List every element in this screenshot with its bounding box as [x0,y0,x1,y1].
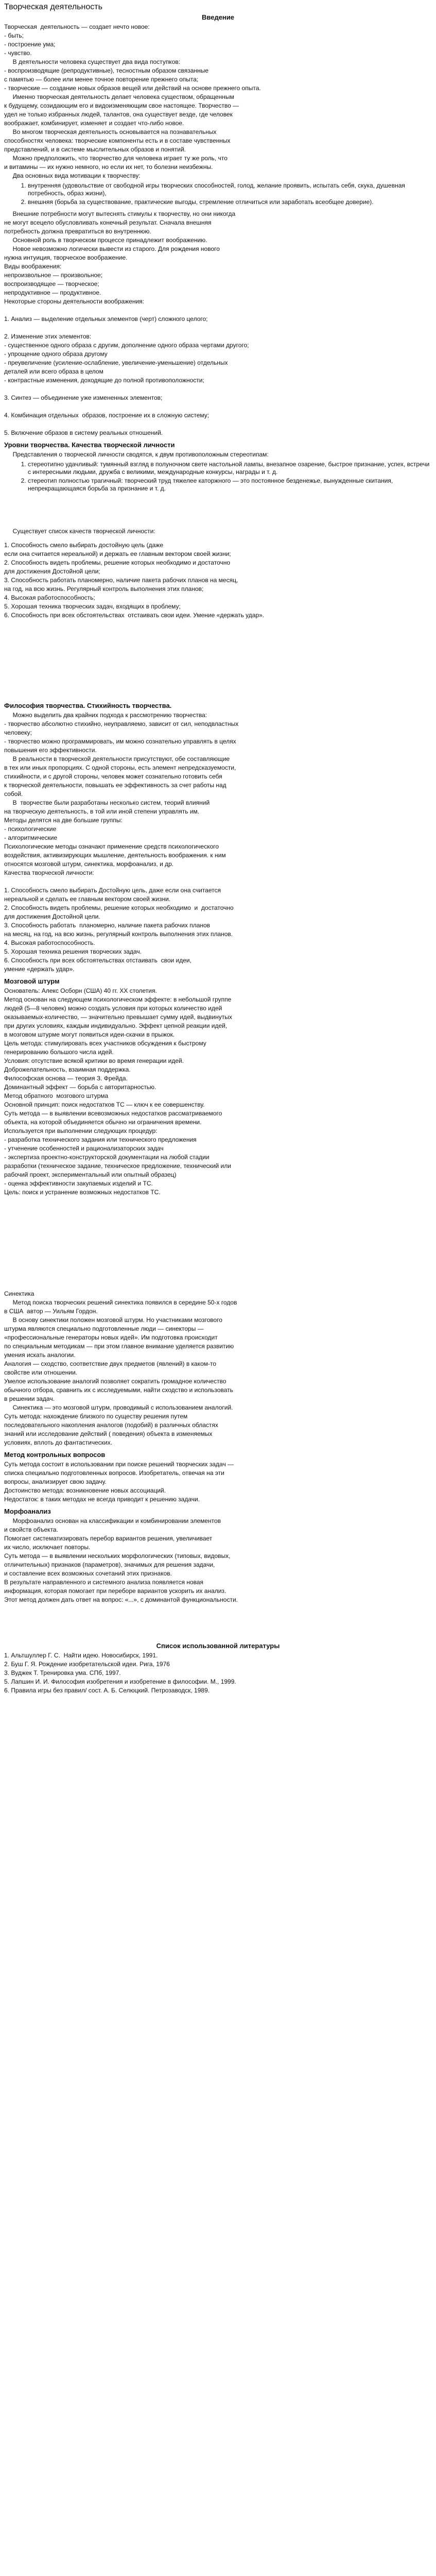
reference-item: 6. Правила игры без правил/ сост. А. Б. Селюцкий. Петрозаводск, 1989. [4,1687,210,1694]
text-line: Суть метода состоит в использовании при поиске решений творческих задач — [4,1461,234,1468]
text-line: Доброжелательность, взаимная поддержка. [4,1066,131,1073]
text-line: Метод основан на следующем психологическом эффекте: в небольшой группе [4,996,232,1003]
brainstorm-body [4,987,432,1196]
reference-item: 5. Лапшин И. И. Философия изобретения и изобретение в философии. М., 1999. [4,1678,236,1685]
text-line: Основатель: Алекс Осборн (США) 40 гг. XX столетия. [4,987,157,994]
text-line: Условия: отсутствие всякой критики во время генерации идей. [4,1057,184,1064]
text-line: свойстве или отношении. [4,1369,77,1376]
qualities-title: Существует список качеств творческой личности: [4,528,155,535]
text-line: не могут всецело обусловливать конечный результат. Сначала внешняя [4,219,212,226]
list-item: 3. Способность работать планомерно, наличие пакета рабочих планов на месяц, [4,577,238,584]
text-line: к творческой деятельности, повышать ее эффективность за счет работы над [4,782,226,789]
text-line: и составление всех возможных сочетаний этих признаков. [4,1570,172,1577]
text-line: - преувеличение (усиление-ослабление, увеличение-уменьшение) отдельных [4,359,228,366]
text-line: - творчество абсолютно стихийно, неуправляемо, зависит от сил, неподвластных [4,720,239,727]
text-line [4,420,432,428]
text-line: удел не только избранных людей, талантов, она существует везде, где человек [4,111,233,118]
intro-title: Введение [202,13,234,21]
text-line: в тех или иных пропорциях. С одной стороны, есть элемент непредсказуемости, [4,764,236,771]
text-line: Умелое использование аналогий позволяет сократить громадное количество [4,1378,226,1385]
morph-body [4,1517,432,1604]
text-line: - быть; [4,32,24,39]
list-item: 4. Высокая работоспособность; [4,594,95,601]
text-line: - чувство. [4,49,32,57]
text-line: В реальности в творческой деятельности присутствуют, обе составляющие [4,755,230,762]
text-line [4,307,432,314]
text-line: Основной принцип: поиск недостатков ТС — ключ к ее совершенству. [4,1101,205,1108]
text-line: Качества творческой личности: [4,869,94,876]
text-line: Суть метода — в выявлении нескольких морфологических (типовых, видовых, [4,1552,231,1560]
brainstorm-title: Мозговой штурм [4,977,60,985]
text-line: потребность должна превратиться во внутреннюю. [4,228,151,235]
text-line: Можно выделить два крайних подхода к рассмотрению творчества: [4,711,207,719]
text-line: Виды воображения: [4,263,62,270]
text-line: стихийности, и с другой стороны, человек может сознательно готовить себя [4,773,222,780]
text-line: 2. Способность видеть проблемы, решение которых необходимо и достаточно [4,904,234,911]
text-line: - утченение особенностей и рационализаторских задач [4,1145,164,1152]
morph-title: Морфоанализ [4,1507,51,1515]
philosophy-body [4,711,432,973]
text-line: Метод поиска творческих решений синектика появился в середине 50-х годов [4,1299,237,1306]
list-item: на год, на всю жизнь. Регулярный контроль выполнения этих планов; [4,585,204,592]
list-item: 6. Способность при всех обстоятельствах отстаивать свои идеи. Умение «держать удар». [4,612,265,619]
text-line: 3. Синтез — объединение уже измененных элементов; [4,394,163,401]
motivation-list [4,182,432,206]
text-line: Аналогия — сходство, соответствие двух предметов (явлений) в каком-то [4,1360,217,1367]
text-line: людей (5—8 человек) можно создать условия при которых количество идей [4,1005,222,1012]
text-line: Во многом творческая деятельность основывается на познавательных [4,128,217,135]
text-line: к будущему, созидающим его и видоизменяющим свое настоящее. Творчество — [4,102,239,109]
text-line: 5. Включение образов в систему реальных отношений. [4,429,163,436]
list-item: 1. Способность смело выбирать достойную цель (даже [4,541,164,549]
text-line: Недостаток: в таких методах не всегда приводит к решению задачи. [4,1496,200,1503]
text-line: «профессиональные генераторы новых идей». Им подготовка происходит [4,1334,218,1341]
text-line: отличительных) признаков (параметров), значимых для решения задачи, [4,1561,215,1568]
text-line: Психологические методы означают применение средств психологического [4,843,219,850]
text-line: Некоторые стороны деятельности воображения: [4,298,145,305]
text-line: 4. Высокая работоспособность. [4,939,95,946]
text-line: обычного отбора, сравнить их с исследуемыми, найти сходство и использовать [4,1386,233,1394]
text-line: - творчество можно программировать, им можно сознательно управлять в целях [4,738,236,745]
text-line: условиях, вплоть до фантастических. [4,1439,113,1446]
text-line: Синектика — это мозговой штурм, проводимый с использованием аналогий. [4,1404,233,1411]
text-line: вопросы, анализирует свою задачу. [4,1478,107,1485]
text-line: в мозговом штурме могут появиться идеи-скачки в прыжок. [4,1031,175,1038]
text-line: - оценка эффективности закупаемых изделий и ТС. [4,1180,153,1187]
text-line: - психологические [4,825,57,833]
text-line: - алгоритмические [4,834,58,841]
page-title: Творческая деятельность [4,3,102,11]
text-line: Цель: поиск и устранение возможных недостатков ТС. [4,1189,161,1196]
text-line: относятся мозговой штурм, синектика, морфоанализ, и др. [4,860,174,868]
text-line: списка специально подготовленных вопросов. Изобретатель, отвечая на эти [4,1469,224,1477]
text-line: штурма являются специально подготовленные люди — синекторы — [4,1325,204,1332]
list-item: 2. внешняя (борьба за существование, практические выгоды, стремление отличиться или заработать всеобщее доверие). [28,198,432,206]
text-line [4,324,432,332]
text-line: разработки (техническое задание, техническое предложение, технический или [4,1162,231,1170]
list-item: если она считается нереальной) и держать ее главным вектором своей жизни; [4,550,231,557]
text-line [4,385,432,393]
text-line: Этот метод должен дать ответ на вопрос: «...», с доминантой функциональности. [4,1596,238,1603]
intro-body [4,23,432,180]
text-line: В основу синектики положен мозговой штурм. Но участниками мозгового [4,1316,222,1324]
text-line: деталей или всего образа в целом [4,368,103,375]
text-line: нужна интуиция, творческое воображение. [4,254,128,261]
text-line: - существенное одного образа с другим, дополнение одного образа чертами другого; [4,342,249,349]
text-line [4,878,432,886]
text-line: В деятельности человека существует два вида поступков: [4,58,181,65]
text-line: для достижения Достойной цели. [4,913,100,920]
text-line: при других условиях, каждым индивидуально. Эффект цепной реакции идей, [4,1022,228,1029]
text-line: собой. [4,790,23,798]
text-line: нереальной и сделать ее главным вектором своей жизни. [4,895,171,903]
synectics-title: Синектика [4,1290,34,1297]
control-body [4,1461,432,1503]
text-line: Внешние потребности могут вытеснять стимулы к творчеству, но они никогда [4,210,236,217]
text-line [4,403,432,411]
text-line: рабочий проект, экспериментальный или опытный образец) [4,1171,177,1178]
text-line: повышения его эффективности. [4,747,97,754]
text-line: генерированию большого числа идей. [4,1048,114,1056]
reference-item: 1. Альтшуллер Г. С. Найти идею. Новосибирск, 1991. [4,1652,158,1659]
text-line: объекта, на которой объединяется обычно ни ограничения времени. [4,1118,202,1126]
levels-intro: Представления о творческой личности сводятся, к двум противоположным стереотипам: [4,451,269,458]
text-line: способностях человека: творческие компоненты есть и в составе чувственных [4,137,231,144]
text-line: знаний или исследование действий ( поведения) объекта в изменяемых [4,1430,213,1437]
text-line: 6. Способность при всех обстоятельствах отстаивать свои идеи, [4,957,191,964]
text-line: информация, которая помогает при переборе вариантов ускорить их анализ. [4,1587,226,1595]
text-line: 4. Комбинация отдельных образов, построение их в сложную систему; [4,412,210,419]
list-item: 2. Способность видеть проблемы, решение которых необходимо и достаточно [4,559,231,566]
text-line: - воспроизводящие (репродуктивные), тесностным образом связанные [4,67,209,74]
text-line: 2. Изменение этих элементов: [4,333,92,340]
control-title: Метод контрольных вопросов [4,1451,106,1459]
synectics-body [4,1299,432,1447]
text-line: - построение ума; [4,41,56,48]
text-line: Цель метода: стимулировать всех участников обсуждения к быстрому [4,1040,206,1047]
text-line: 1. Анализ — выделение отдельных элементов (черт) сложного целого; [4,315,208,323]
text-line: Достоинство метода: возникновение новых ассоциаций. [4,1487,166,1494]
text-line: - экспертиза проектно-конструкторской документации на любой стадии [4,1154,210,1161]
text-line: Морфоанализ основан на классификации и комбинировании элементов [4,1517,221,1524]
text-line: 5. Хорошая техника решения творческих задач. [4,948,142,955]
text-line: воображает, комбинирует, изменяет и создает что-либо новое. [4,120,184,127]
text-line: умения искать аналогии. [4,1351,76,1359]
text-line: оказываемых-количество, — значительно превышает сумму идей, выдвинутых [4,1013,232,1021]
text-line: умение «держать удар». [4,965,75,973]
text-line: и витамины — их нужно немного, но если их нет, то болезни неизбежны. [4,163,213,171]
text-line: 3. Способность работать планомерно, наличие пакета рабочих планов [4,922,211,929]
text-line: 1. Способность смело выбирать Достойную цель, даже если она считается [4,887,221,894]
text-line: воспроизводящее — творческое; [4,280,99,287]
text-line: Методы делятся на две большие группы: [4,817,123,824]
list-item: 1. стереотипно удачливый: тумянный взгляд в полуночном свете настольной лампы, внезапное озарение, быстрое признание, успех, встречи с интересными людьми, дружба с великими, международные конкурсы, награды и т. д. [28,461,432,476]
list-item: 2. стереотип полностью трагичный: творческий труд тяжелее каторжного — это постоянное безденежье, вынужденные скитания, непрекращающаяся борьба за признание и т. д. [28,477,432,493]
text-line: - творческие — создание новых образов вещей или действий на основе прежнего опыта. [4,84,261,92]
text-line: в США автор — Уильям Гордон. [4,1308,98,1315]
text-line: - контрастные изменения, доходящие до полной противоположности; [4,377,204,384]
text-line: Метод обратного мозгового штурма [4,1092,109,1099]
qualities-list [4,541,432,619]
text-line: Творческая деятельность — создает нечто новое: [4,23,150,30]
text-line: - упрощение одного образа другому [4,350,108,358]
text-line: и свойств объекта. [4,1526,58,1533]
list-item: 5. Хорошая техника творческих задач, входящих в проблему; [4,603,181,610]
text-line: представлений, и в системе мыслительных образов и понятий. [4,146,186,153]
text-line: Помогает систематизировать перебор вариантов решения, увеличивает [4,1535,213,1542]
text-line: по специальным методикам — при этом главное внимание уделяется развитию [4,1343,234,1350]
text-line: на творческую деятельность, в той или иной степени управлять им. [4,808,200,815]
list-item: для достижения Достойной цели; [4,568,100,575]
text-line: в решении задач. [4,1395,55,1402]
list-item: 1. внутренняя (удовольствие от свободной игры творческих способностей, голод, желание проявить, испытать себя, скука, душевная потребность, образ жизни), [28,182,432,197]
text-line: Доминантный эффект — борьба с авторитарностью. [4,1083,156,1091]
text-line: с памятью — более или менее точное повторение прежнего опыта; [4,76,199,83]
text-line: их число, исключает повторы. [4,1544,91,1551]
text-line: непроизвольное — произвольное; [4,272,103,279]
text-line: Можно предположить, что творчество для человека играет ту же роль, что [4,155,228,162]
text-line: Суть метода: нахождение близкого по существу решения путем [4,1413,188,1420]
text-line: Основной роль в творческом процессе принадлежит воображению. [4,236,207,244]
references-title: Список использованной литературы [156,1642,280,1650]
text-line: В результате направленного и системного анализа появляется новая [4,1579,204,1586]
text-line: непродуктивное — продуктивное. [4,289,101,296]
intro-body-2 [4,210,432,437]
reference-item: 3. Вуджек Т. Тренировка ума. СПб, 1997. [4,1669,121,1676]
text-line: последовательного накопления аналогов (подобий) в различных областях [4,1421,218,1429]
text-line: человеку; [4,729,32,736]
text-line: - разработка технического задания или технического предложения [4,1136,197,1143]
text-line: воздействия, активизирующих мышление, деятельность воображения. к ним [4,852,226,859]
reference-item: 2. Буш Г. Я. Рождение изобретательской идеи. Рига, 1976 [4,1660,170,1668]
text-line: Используется при выполнении следующих процедур: [4,1127,158,1134]
text-line: Именно творческая деятельность делает человека существом, обращенным [4,93,234,100]
philosophy-title: Философия творчества. Стихийность творчества. [4,702,172,709]
text-line: на месяц, на год, на всю жизнь, регулярный контроль выполнения этих планов. [4,930,233,938]
references-list [4,1652,432,1694]
text-line: Философская основа — теория З. Фрейда. [4,1075,128,1082]
text-line: Два основных вида мотивации к творчеству: [4,172,141,179]
text-line: Новое невозможно логически вывести из старого. Для рождения нового [4,245,220,252]
stereotypes-list [4,461,432,493]
text-line: В творчестве были разработаны несколько систем, теорий влияний [4,799,210,806]
levels-title: Уровни творчества. Качества творческой личности [4,441,175,449]
text-line: Суть метода — в выявлении всевозможных недостатков рассматриваемого [4,1110,222,1117]
